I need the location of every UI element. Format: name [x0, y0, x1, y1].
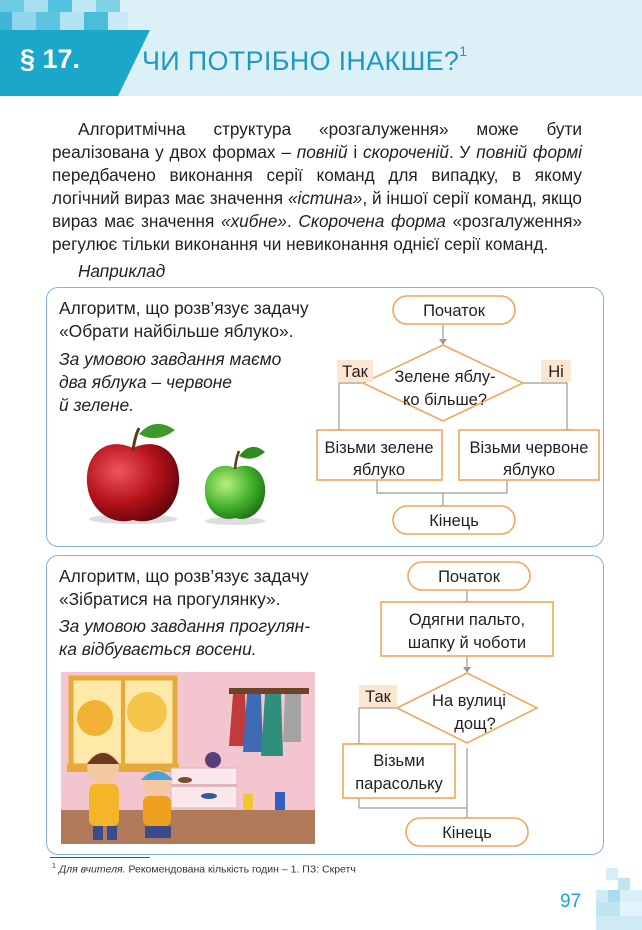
card2-condition-line1: За умовою завдання прогулян- — [59, 616, 310, 636]
footnote-divider — [50, 857, 150, 858]
card1-title-line1: Алгоритм, що розв’язує задачу — [59, 298, 309, 318]
flow1-take-red-line2: яблуко — [502, 461, 556, 479]
flow2-dress-line2: шапку й чоботи — [407, 634, 527, 652]
corner-tile-pattern — [596, 868, 642, 930]
flow2-start-label: Початок — [438, 568, 500, 586]
flow1-take-green-line1: Візьми зелене — [324, 439, 434, 457]
flow1-take-red-line1: Візьми червоне — [469, 439, 589, 457]
footnote-label: Для вчителя. — [58, 863, 126, 876]
footnote-text: Рекомендована кількість годин – 1. ПЗ: Скретч — [125, 863, 356, 876]
intro-text-2: . У — [448, 142, 471, 162]
flow1-condition-line2: ко більше? — [402, 391, 488, 409]
intro-term-short: скороченій — [363, 142, 449, 162]
footnote-mark: 1 — [52, 863, 56, 870]
flow1-start-label: Початок — [423, 302, 485, 320]
flowchart-apples — [47, 288, 603, 546]
intro-text-and: і — [347, 142, 364, 162]
flowchart-walk — [47, 556, 603, 854]
flow2-condition-line1: На вулиці — [432, 692, 506, 710]
intro-text-6: «розгалуження» регулює тільки виконання чи невиконання однієї серії команд. — [52, 211, 583, 254]
intro-text-1: Алгоритмічна структура «розгалуження» може бути реалізована у двох формах – — [52, 119, 582, 162]
page-title — [142, 43, 468, 77]
intro-paragraph — [52, 118, 582, 256]
flow1-yes-label: Так — [342, 363, 368, 381]
page-title-text: ЧИ ПОТРІБНО ІНАКШЕ? — [142, 46, 460, 76]
card2-title-line1: Алгоритм, що розв’язує задачу — [59, 566, 309, 586]
footnote — [52, 863, 356, 876]
card1-condition-line2: два яблука – червоне — [59, 372, 232, 392]
card2-title-line2: «Зібратися на прогулянку». — [59, 589, 281, 609]
example-card-apples — [46, 287, 604, 547]
flow2-dress-line1: Одягни пальто, — [408, 611, 526, 629]
title-footnote-mark: 1 — [459, 43, 468, 59]
flow2-condition-line2: дощ? — [454, 715, 496, 733]
page-number: 97 — [560, 891, 582, 912]
intro-text-3: передбачено виконання серії команд для випадку, в якому логічний вираз має значення — [52, 165, 582, 208]
flow2-yes-label: Так — [365, 688, 391, 706]
intro-text-4: , й іншої серії команд, якщо вираз має значення — [52, 188, 582, 231]
intro-term-full: повній — [296, 142, 348, 162]
intro-text-5: . — [286, 211, 299, 231]
intro-term-short-form: Скорочена форма — [298, 211, 446, 231]
flow1-no-label: Ні — [548, 363, 564, 381]
flow1-end-label: Кінець — [429, 512, 479, 530]
intro-term-full-form: повній формі — [476, 142, 583, 162]
card1-title-line2: «Обрати найбільше яблуко». — [59, 321, 294, 341]
card1-condition-line3: й зелене. — [59, 395, 135, 415]
example-label: Наприклад — [78, 261, 166, 281]
intro-term-true: «істина» — [287, 188, 363, 208]
card1-condition-line1: За умовою завдання маємо — [59, 349, 282, 369]
flow1-take-green-line2: яблуко — [352, 461, 406, 479]
flow2-end-label: Кінець — [442, 824, 492, 842]
example-card-walk — [46, 555, 604, 855]
flow2-umbrella-line2: парасольку — [355, 775, 443, 793]
intro-term-false: «хибне» — [221, 211, 287, 231]
card2-condition-line2: ка відбувається восени. — [59, 639, 257, 659]
flow1-condition-line1: Зелене яблу- — [394, 368, 496, 386]
flow2-umbrella-line1: Візьми — [373, 752, 425, 770]
section-number: § 17. — [20, 44, 81, 74]
